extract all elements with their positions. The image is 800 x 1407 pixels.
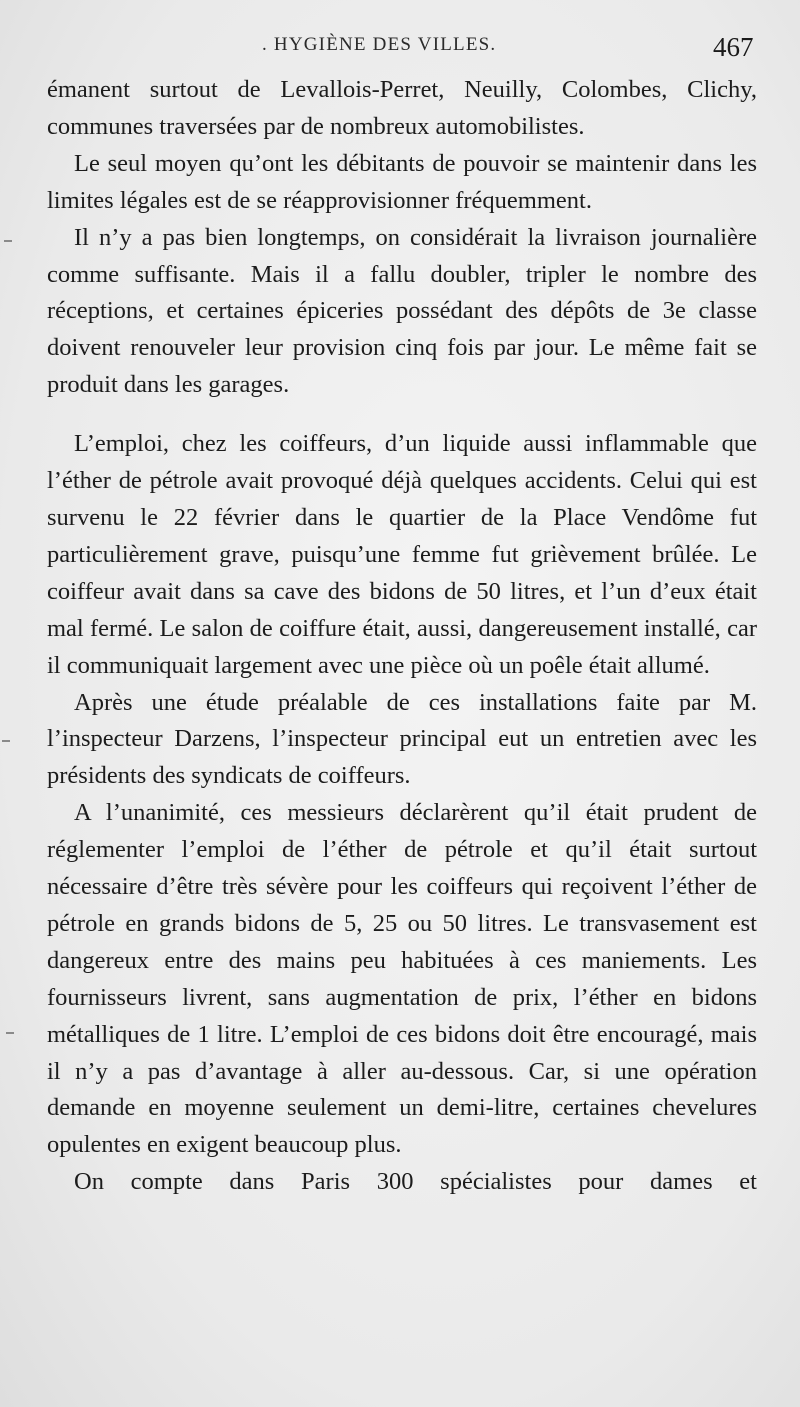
paragraph-7: On compte dans Paris 300 spécialistes pour dames et — [74, 1168, 757, 1196]
paragraph-6: A l’unanimité, ces messieurs déclarèrent qu’il était prudent de réglementer l’emploi de l’éther de pétrole et qu’il était surtout nécessaire d’être très sévère pour les coiffeurs qui reçoivent l’éther de pétrole en grands bidons de 5, 25 ou 50 litres. Le transvasement est dangereux entre des mains peu habituées à ces maniements. Les fournisseurs livrent, sans augmentation de prix, l’éther en bidons métalliques de 1 litre. L’emploi de ces bidons doit être encouragé, mais il n’y a pas d’avantage à aller au-dessous. Car, si une opération demande en moyenne seulement un demi-litre, certaines chevelures opulentes en exigent beaucoup plus. — [47, 799, 757, 1159]
margin-mark — [2, 740, 10, 742]
running-head — [0, 34, 800, 64]
body-text — [47, 72, 757, 1201]
paragraph-4: L’emploi, chez les coiffeurs, d’un liquide aussi inflammable que l’éther de pétrole avait provoqué déjà quelques accidents. Celui qui est survenu le 22 février dans le quartier de la Place Vendôme fut particulièrement grave, puisqu’une femme fut grièvement brûlée. Le coiffeur avait dans sa cave des bidons de 50 litres, et l’un d’eux était mal fermé. Le salon de coiffure était, aussi, dangereusement installé, car il communiquait largement avec une pièce où un poêle était allumé. — [47, 430, 757, 679]
paragraph-5: Après une étude préalable de ces installations faite par M. l’inspecteur Darzens, l’inspecteur principal eut un entretien avec les présidents des syndicats de coiffeurs. — [47, 688, 757, 790]
margin-mark — [6, 1032, 14, 1034]
page-number: 467 — [713, 32, 754, 62]
paragraph-2: Le seul moyen qu’ont les débitants de pouvoir se maintenir dans les limites légales est de se réapprovisionner fréquemment. — [47, 149, 757, 214]
margin-mark — [4, 240, 12, 242]
paragraph-3: Il n’y a pas bien longtemps, on considérait la livraison journalière comme suffisante. Mais il a fallu doubler, tripler le nombre des réceptions, et certaines épiceries possédant des dépôts de 3e classe doivent renouveler leur provision cinq fois par jour. Le même fait se produit dans les garages. — [47, 223, 757, 399]
paragraph-1: émanent surtout de Levallois-Perret, Neuilly, Colombes, Clichy, communes traversées par de nombreux automobilistes. — [47, 76, 757, 140]
running-title: . HYGIÈNE DES VILLES. — [262, 34, 497, 55]
